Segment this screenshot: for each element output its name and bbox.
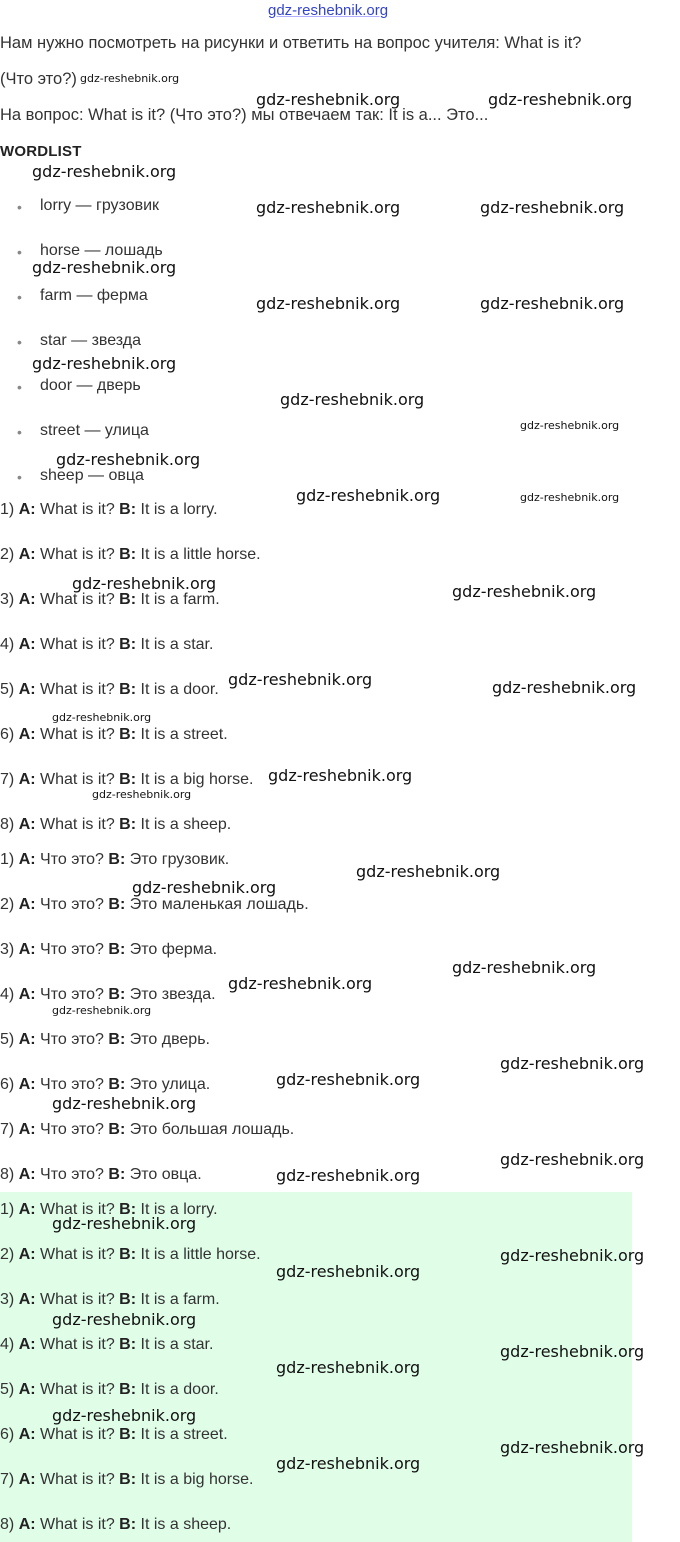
dialogue-line: 2) A: What is it? B: It is a little horse. [0,1246,261,1263]
bullet-icon: • [17,244,22,260]
watermark: gdz-reshebnik.org [280,390,425,409]
dialogue-line: 5) A: What is it? B: It is a door. [0,681,219,698]
watermark: gdz-reshebnik.org [276,1166,421,1185]
dialogue-line: 4) A: What is it? B: It is a star. [0,636,214,653]
dialogue-line: 4) A: What is it? B: It is a star. [0,1336,214,1353]
watermark: gdz-reshebnik.org [520,491,620,504]
dialogue-line: 3) A: Что это? B: Это ферма. [0,941,218,958]
watermark: gdz-reshebnik.org [56,450,201,469]
wordlist-item: lorry — грузовик [40,197,160,214]
dialogue-line: 7) A: Что это? B: Это большая лошадь. [0,1121,295,1138]
dialogue-line: 6) A: What is it? B: It is a street. [0,1426,228,1443]
dialogue-line: 1) A: Что это? B: Это грузовик. [0,851,230,868]
watermark: gdz-reshebnik.org [52,1310,197,1329]
wordlist-heading: WORDLIST [0,143,82,160]
bullet-icon: • [17,199,22,215]
watermark: gdz-reshebnik.org [500,1150,645,1169]
dialogue-line: 7) A: What is it? B: It is a big horse. [0,1471,254,1488]
dialogue-line: 6) A: Что это? B: Это улица. [0,1076,211,1093]
dialogue-line: 3) A: What is it? B: It is a farm. [0,591,220,608]
dialogue-line: 4) A: Что это? B: Это звезда. [0,986,216,1003]
dialogue-line: 2) A: Что это? B: Это маленькая лошадь. [0,896,309,913]
intro-line-1: Нам нужно посмотреть на рисунки и ответить на вопрос учителя: What is it? [0,34,582,52]
watermark: gdz-reshebnik.org [520,419,620,432]
watermark: gdz-reshebnik.org [480,294,625,313]
bullet-icon: • [17,289,22,305]
wordlist-item: sheep — овца [40,467,144,484]
watermark: gdz-reshebnik.org [452,582,597,601]
watermark: gdz-reshebnik.org [228,670,373,689]
watermark: gdz-reshebnik.org [492,678,637,697]
watermark: gdz-reshebnik.org [500,1438,645,1457]
watermark: gdz-reshebnik.org [52,1004,152,1017]
watermark: gdz-reshebnik.org [32,354,177,373]
dialogue-line: 6) A: What is it? B: It is a street. [0,726,228,743]
watermark: gdz-reshebnik.org [256,198,401,217]
dialogue-line: 7) A: What is it? B: It is a big horse. [0,771,254,788]
watermark: gdz-reshebnik.org [52,711,152,724]
watermark: gdz-reshebnik.org [32,258,177,277]
wordlist-item: farm — ферма [40,287,148,304]
watermark: gdz-reshebnik.org [92,788,192,801]
bullet-icon: • [17,334,22,350]
watermark: gdz-reshebnik.org [52,1406,197,1425]
dialogue-line: 2) A: What is it? B: It is a little horse. [0,546,261,563]
intro-line-3: На вопрос: What is it? (Что это?) мы отвечаем так: It is a... Это... [0,106,489,124]
dialogue-line: 8) A: What is it? B: It is a sheep. [0,1516,232,1533]
dialogue-line: 5) A: Что это? B: Это дверь. [0,1031,210,1048]
watermark: gdz-reshebnik.org [52,1094,197,1113]
watermark: gdz-reshebnik.org [276,1262,421,1281]
watermark: gdz-reshebnik.org [500,1342,645,1361]
wordlist-item: star — звезда [40,332,141,349]
intro-line-2: (Что это?) [0,70,77,88]
wordlist-item: horse — лошадь [40,242,163,259]
watermark: gdz-reshebnik.org [276,1070,421,1089]
wordlist-item: door — дверь [40,377,141,394]
dialogue-line: 8) A: Что это? B: Это овца. [0,1166,202,1183]
dialogue-line: 8) A: What is it? B: It is a sheep. [0,816,232,833]
watermark: gdz-reshebnik.org [488,90,633,109]
watermark: gdz-reshebnik.org [500,1054,645,1073]
watermark: gdz-reshebnik.org [52,1214,197,1233]
watermark: gdz-reshebnik.org [268,766,413,785]
site-link[interactable]: gdz-reshebnik.org [268,2,389,19]
watermark: gdz-reshebnik.org [276,1454,421,1473]
watermark: gdz-reshebnik.org [256,90,401,109]
watermark: gdz-reshebnik.org [256,294,401,313]
watermark: gdz-reshebnik.org [276,1358,421,1377]
watermark: gdz-reshebnik.org [72,574,217,593]
bullet-icon: • [17,379,22,395]
dialogue-line: 5) A: What is it? B: It is a door. [0,1381,219,1398]
wordlist-item: street — улица [40,422,149,439]
bullet-icon: • [17,424,22,440]
watermark: gdz-reshebnik.org [480,198,625,217]
watermark: gdz-reshebnik.org [132,878,277,897]
watermark: gdz-reshebnik.org [32,162,177,181]
watermark: gdz-reshebnik.org [228,974,373,993]
bullet-icon: • [17,469,22,485]
dialogue-line: 3) A: What is it? B: It is a farm. [0,1291,220,1308]
watermark: gdz-reshebnik.org [356,862,501,881]
watermark: gdz-reshebnik.org [452,958,597,977]
watermark: gdz-reshebnik.org [296,486,441,505]
dialogue-line: 1) A: What is it? B: It is a lorry. [0,501,218,518]
dialogue-line: 1) A: What is it? B: It is a lorry. [0,1201,218,1218]
watermark: gdz-reshebnik.org [80,72,180,85]
watermark: gdz-reshebnik.org [500,1246,645,1265]
